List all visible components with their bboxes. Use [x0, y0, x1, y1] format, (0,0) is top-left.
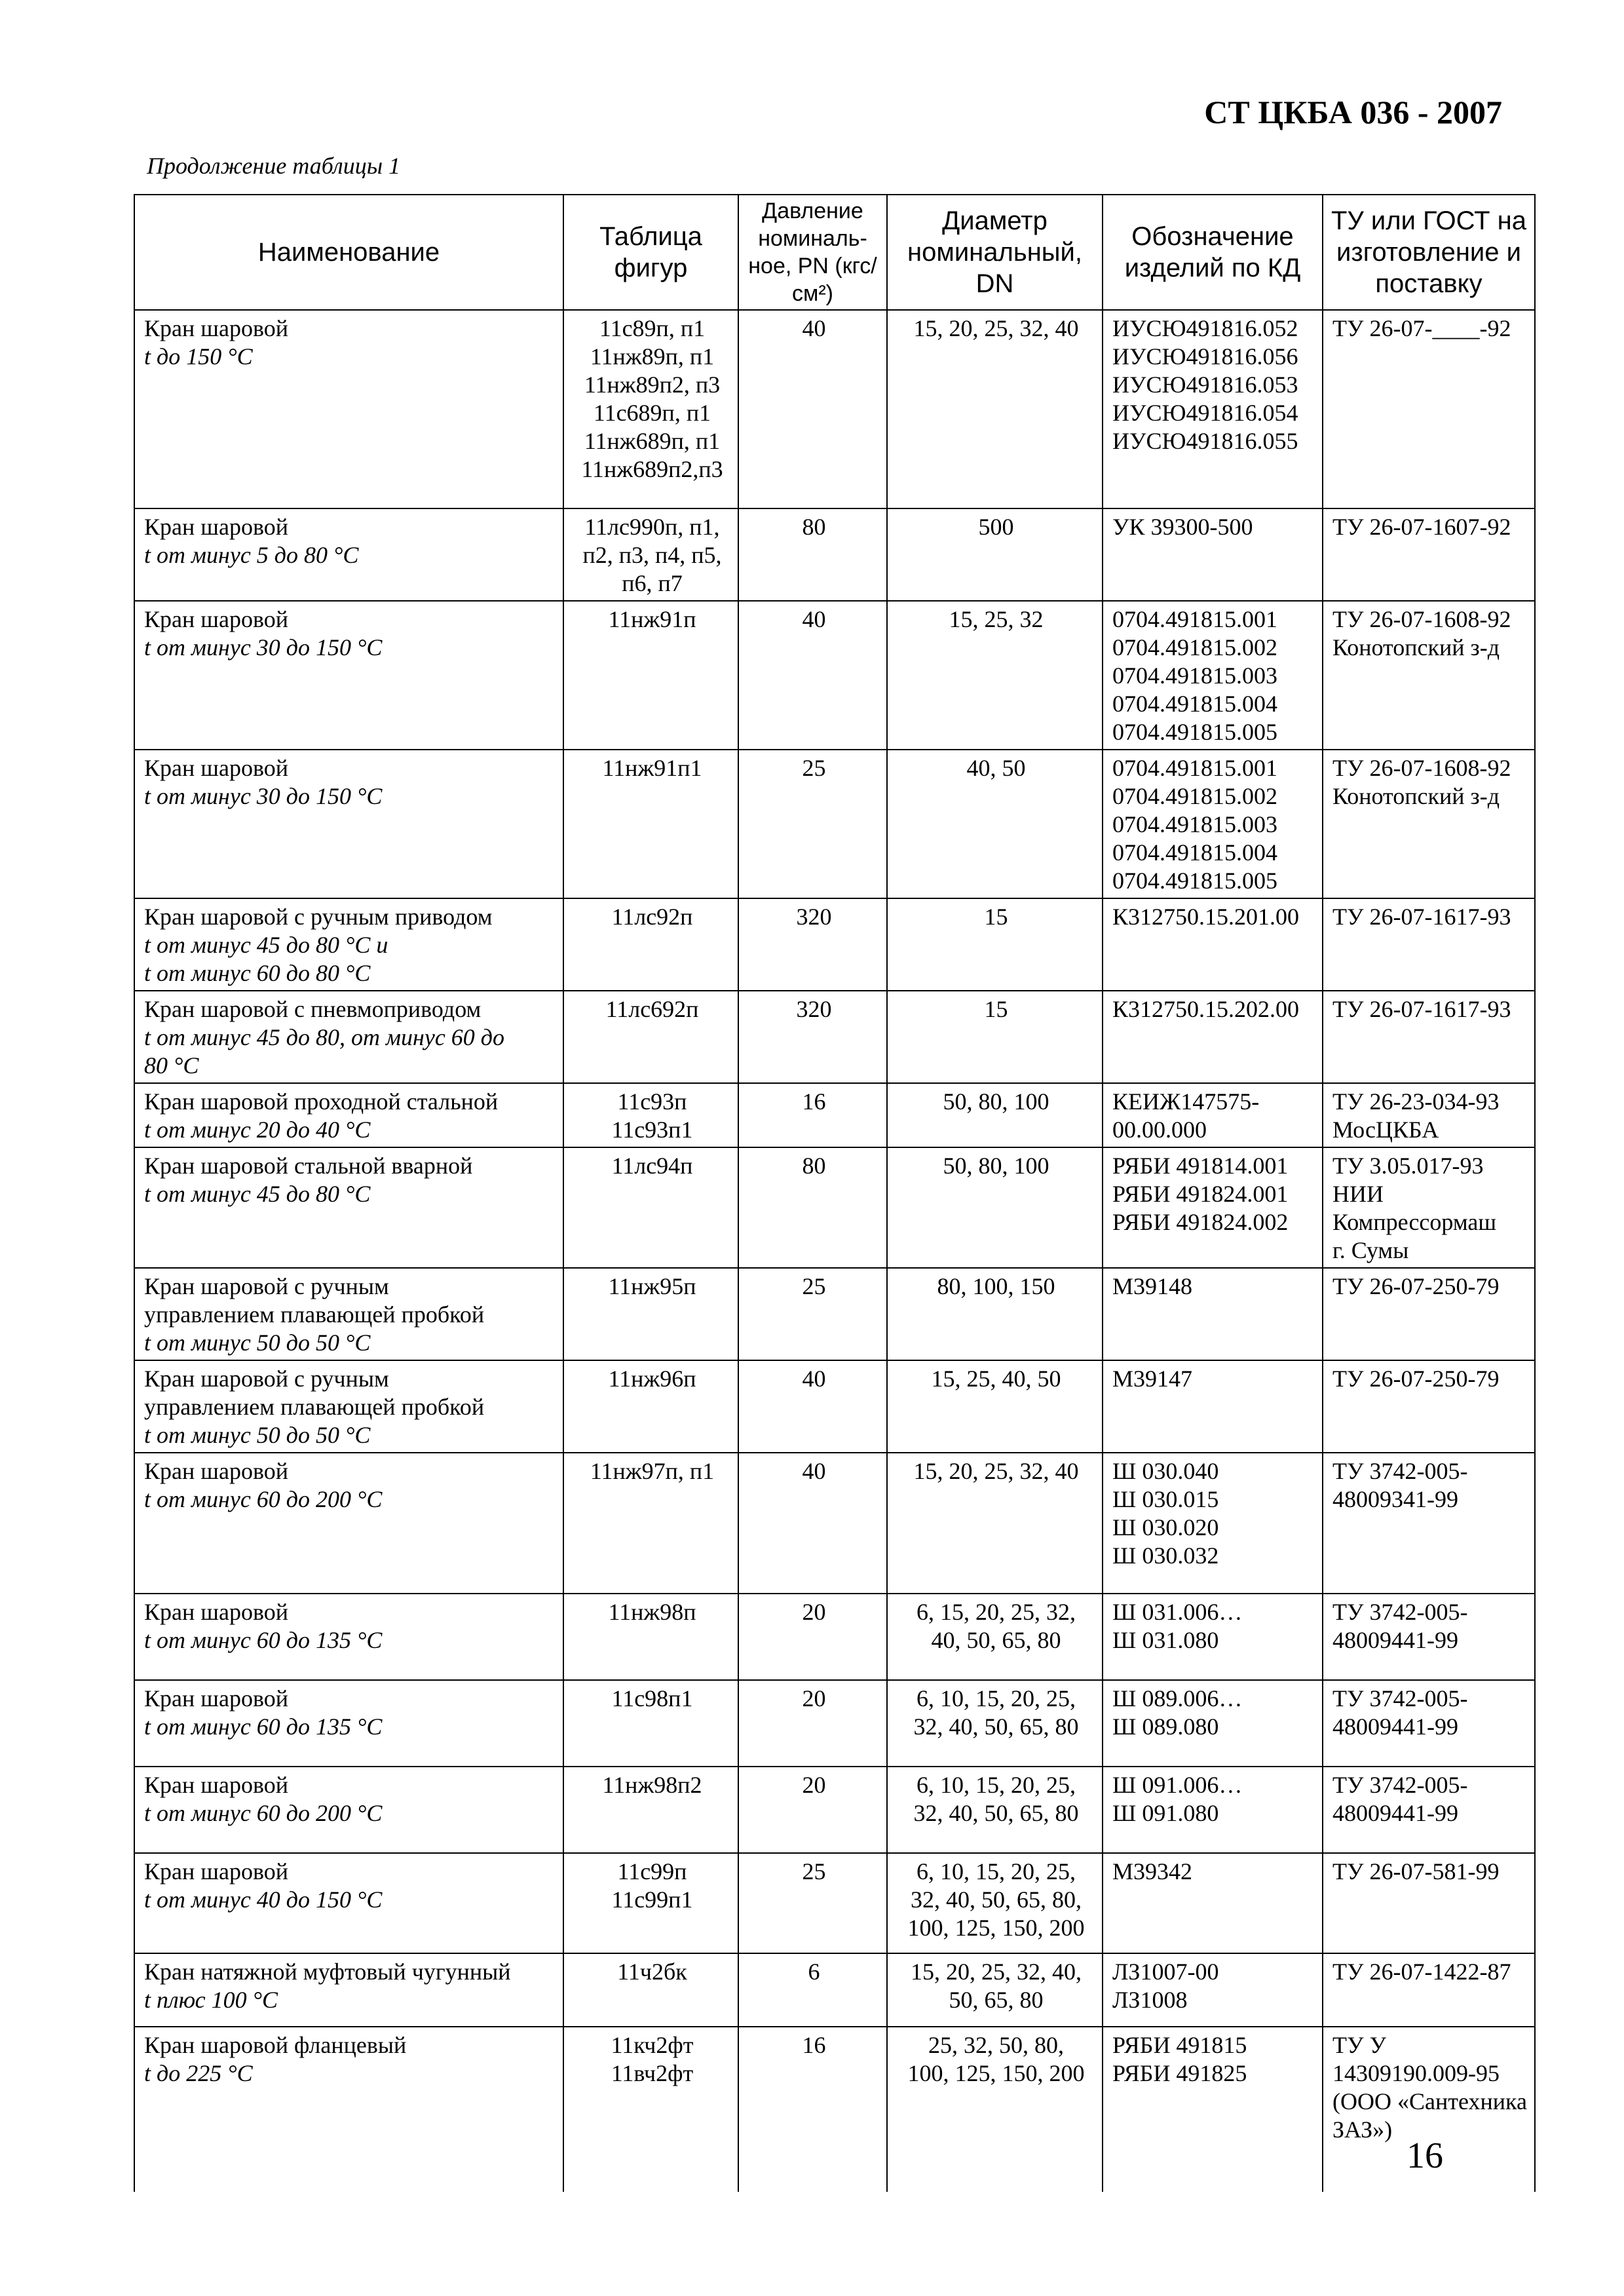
cell-pressure: 320 — [738, 898, 887, 991]
figure-line: 11нж98п — [608, 1599, 696, 1625]
valve-name-line: Кран шаровой — [144, 755, 288, 781]
designation-line: М39342 — [1112, 1858, 1193, 1885]
cell-standard — [1323, 508, 1535, 601]
table-row — [134, 508, 1535, 601]
cell-diameter — [887, 1767, 1103, 1853]
designation-line: 0704.491815.005 — [1112, 719, 1277, 745]
diameter-line: 50, 80, 100 — [943, 1153, 1049, 1179]
diameter-line: 15, 25, 40, 50 — [931, 1366, 1061, 1392]
designation-line: РЯБИ 491825 — [1112, 2060, 1247, 2086]
designation-line: М39148 — [1112, 1273, 1193, 1299]
figure-line: 11ч2бк — [617, 1959, 687, 1985]
designation-line: ИУСЮ491816.053 — [1112, 372, 1298, 398]
cell-standard — [1323, 1953, 1535, 2027]
diameter-line: 15 — [984, 904, 1008, 930]
designation-line: Ш 031.006… — [1112, 1599, 1243, 1625]
standard-line: г. Сумы — [1332, 1237, 1409, 1263]
cell-designation — [1103, 1360, 1323, 1453]
table-row — [134, 991, 1535, 1083]
designation-line: РЯБИ 491814.001 — [1112, 1153, 1289, 1179]
diameter-line: 100, 125, 150, 200 — [907, 1915, 1085, 1941]
temperature-range-line: t от минус 30 до 150 °С — [144, 783, 383, 809]
cell-figures — [563, 991, 738, 1083]
cell-standard — [1323, 1453, 1535, 1594]
cell-diameter — [887, 991, 1103, 1083]
column-header-figures: Таблица фигур — [563, 195, 738, 310]
standard-line: МосЦКБА — [1332, 1117, 1439, 1143]
diameter-line: 6, 10, 15, 20, 25, — [916, 1685, 1076, 1712]
table-header-row — [134, 195, 1535, 310]
cell-figures — [563, 2027, 738, 2192]
cell-figures — [563, 508, 738, 601]
figure-line: 11лс990п, п1, — [584, 514, 720, 540]
designation-line: Ш 031.080 — [1112, 1627, 1219, 1653]
cell-name — [134, 1953, 563, 2027]
table-row — [134, 601, 1535, 750]
figure-line: 11нж91п1 — [602, 755, 702, 781]
table-body — [134, 310, 1535, 2192]
figure-line: 11нж89п2, п3 — [584, 372, 721, 398]
figure-line: 11вч2фт — [611, 2060, 694, 2086]
cell-name — [134, 2027, 563, 2192]
valve-name-line: Кран шаровой с пневмоприводом — [144, 996, 482, 1022]
standard-line: НИИ — [1332, 1181, 1384, 1207]
standard-line: 14309190.009-95 — [1332, 2060, 1500, 2086]
table-row — [134, 1853, 1535, 1953]
diameter-line: 15 — [984, 996, 1008, 1022]
temperature-range-line: t от минус 45 до 80 °С — [144, 1181, 371, 1207]
cell-name — [134, 508, 563, 601]
cell-figures — [563, 1268, 738, 1360]
designation-line: 0704.491815.001 — [1112, 606, 1277, 632]
standard-line: 48009441-99 — [1332, 1800, 1458, 1826]
standard-line: (ООО «Сантехника — [1332, 2088, 1527, 2114]
cell-pressure: 6 — [738, 1953, 887, 2027]
figure-line: 11нж97п, п1 — [590, 1458, 715, 1484]
figure-line: 11нж91п — [608, 606, 696, 632]
diameter-line: 40, 50, 65, 80 — [931, 1627, 1061, 1653]
cell-designation — [1103, 898, 1323, 991]
cell-figures — [563, 1594, 738, 1680]
cell-designation — [1103, 1767, 1323, 1853]
cell-figures — [563, 750, 738, 898]
standard-line: ТУ 26-07-____-92 — [1332, 315, 1511, 341]
cell-name — [134, 750, 563, 898]
cell-pressure: 25 — [738, 1268, 887, 1360]
cell-designation — [1103, 1453, 1323, 1594]
valve-name-line: Кран шаровой проходной стальной — [144, 1088, 499, 1115]
cell-designation — [1103, 1147, 1323, 1268]
temperature-range-line: 80 °С — [144, 1052, 199, 1079]
cell-designation — [1103, 1953, 1323, 2027]
cell-diameter — [887, 1268, 1103, 1360]
designation-line: 0704.491815.003 — [1112, 662, 1277, 689]
cell-name — [134, 1360, 563, 1453]
cell-designation — [1103, 2027, 1323, 2192]
column-header-pressure: Давление номиналь-ное, PN (кгс/см²) — [738, 195, 887, 310]
cell-figures — [563, 1360, 738, 1453]
designation-line: Ш 091.080 — [1112, 1800, 1219, 1826]
temperature-range-line: t плюс 100 °С — [144, 1987, 278, 2013]
cell-name — [134, 991, 563, 1083]
valve-name-line: Кран шаровой — [144, 315, 288, 341]
column-header-diameter: Диаметр номинальный, DN — [887, 195, 1103, 310]
figure-line: 11с99п1 — [611, 1886, 693, 1913]
cell-name — [134, 1147, 563, 1268]
figure-line: п6, п7 — [622, 570, 683, 596]
designation-line: ЛЗ1008 — [1112, 1987, 1188, 2013]
temperature-range-line: t от минус 50 до 50 °С — [144, 1422, 371, 1448]
valve-name-line: Кран шаровой — [144, 1458, 288, 1484]
cell-name — [134, 1767, 563, 1853]
figure-line: 11лс692п — [605, 996, 699, 1022]
cell-standard — [1323, 1594, 1535, 1680]
designation-line: Ш 089.006… — [1112, 1685, 1243, 1712]
figure-line: 11с93п — [617, 1088, 687, 1115]
diameter-line: 25, 32, 50, 80, — [928, 2032, 1064, 2058]
diameter-line: 32, 40, 50, 65, 80, — [911, 1886, 1082, 1913]
column-header-standard: ТУ или ГОСТ на изготовление и поставку — [1323, 195, 1535, 310]
standard-line: ТУ 3742-005- — [1332, 1685, 1468, 1712]
cell-standard — [1323, 750, 1535, 898]
cell-name — [134, 601, 563, 750]
diameter-line: 15, 20, 25, 32, 40 — [913, 315, 1079, 341]
cell-standard — [1323, 1853, 1535, 1953]
diameter-line: 50, 80, 100 — [943, 1088, 1049, 1115]
cell-pressure: 320 — [738, 991, 887, 1083]
cell-designation — [1103, 1680, 1323, 1767]
valve-name-line: Кран шаровой с ручным — [144, 1273, 389, 1299]
figure-line: 11с93п1 — [611, 1117, 693, 1143]
cell-standard — [1323, 1767, 1535, 1853]
cell-pressure: 25 — [738, 1853, 887, 1953]
designation-line: Ш 030.040 — [1112, 1458, 1219, 1484]
diameter-line: 32, 40, 50, 65, 80 — [913, 1713, 1079, 1740]
standard-line: 48009441-99 — [1332, 1713, 1458, 1740]
temperature-range-line: t от минус 60 до 135 °С — [144, 1713, 383, 1740]
designation-line: ИУСЮ491816.052 — [1112, 315, 1298, 341]
cell-figures — [563, 1680, 738, 1767]
temperature-range-line: t до 150 °С — [144, 343, 253, 370]
cell-name — [134, 1453, 563, 1594]
standard-line: 48009341-99 — [1332, 1486, 1458, 1512]
cell-name — [134, 1083, 563, 1147]
designation-line: КЕИЖ147575- — [1112, 1088, 1260, 1115]
cell-standard — [1323, 1268, 1535, 1360]
valve-name-line: Кран натяжной муфтовый чугунный — [144, 1959, 511, 1985]
valve-name-line: Кран шаровой — [144, 1685, 288, 1712]
designation-line: 0704.491815.003 — [1112, 811, 1277, 837]
table-row — [134, 1083, 1535, 1147]
page-number: 16 — [1407, 2135, 1443, 2176]
designation-line: ИУСЮ491816.054 — [1112, 400, 1298, 426]
cell-diameter — [887, 1594, 1103, 1680]
table-row — [134, 1680, 1535, 1767]
cell-figures — [563, 1083, 738, 1147]
valve-name-line: Кран шаровой с ручным приводом — [144, 904, 493, 930]
standard-line: ТУ 26-23-034-93 — [1332, 1088, 1500, 1115]
cell-pressure: 20 — [738, 1594, 887, 1680]
temperature-range-line: t от минус 60 до 200 °С — [144, 1486, 383, 1512]
cell-designation — [1103, 750, 1323, 898]
designation-line: 0704.491815.004 — [1112, 839, 1277, 866]
diameter-line: 32, 40, 50, 65, 80 — [913, 1800, 1079, 1826]
cell-standard — [1323, 310, 1535, 508]
table-row — [134, 1268, 1535, 1360]
cell-diameter — [887, 1147, 1103, 1268]
table-row — [134, 1953, 1535, 2027]
cell-figures — [563, 1853, 738, 1953]
standard-line: ТУ 26-07-1617-93 — [1332, 904, 1511, 930]
standard-line: ТУ 26-07-250-79 — [1332, 1273, 1500, 1299]
cell-diameter — [887, 310, 1103, 508]
cell-diameter — [887, 601, 1103, 750]
figure-line: 11кч2фт — [611, 2032, 694, 2058]
cell-name — [134, 1680, 563, 1767]
cell-standard — [1323, 898, 1535, 991]
cell-designation — [1103, 1853, 1323, 1953]
designation-line: Ш 091.006… — [1112, 1772, 1243, 1798]
diameter-line: 6, 15, 20, 25, 32, — [916, 1599, 1076, 1625]
cell-designation — [1103, 310, 1323, 508]
cell-figures — [563, 898, 738, 991]
cell-standard — [1323, 1680, 1535, 1767]
cell-diameter — [887, 2027, 1103, 2192]
figure-line: 11нж689п2,п3 — [581, 456, 723, 482]
cell-name — [134, 1594, 563, 1680]
temperature-range-line: t от минус 45 до 80, от минус 60 до — [144, 1024, 505, 1050]
diameter-line: 100, 125, 150, 200 — [907, 2060, 1085, 2086]
standard-line: ТУ 26-07-1607-92 — [1332, 514, 1511, 540]
valve-name-line: управлением плавающей пробкой — [144, 1394, 485, 1420]
temperature-range-line: t от минус 50 до 50 °С — [144, 1330, 371, 1356]
designation-line: Ш 030.020 — [1112, 1514, 1219, 1540]
designation-line: 0704.491815.004 — [1112, 691, 1277, 717]
table-row — [134, 1594, 1535, 1680]
cell-diameter — [887, 1680, 1103, 1767]
figure-line: 11с99п — [617, 1858, 687, 1885]
designation-line: К312750.15.202.00 — [1112, 996, 1300, 1022]
standard-line: ТУ 26-07-1608-92 — [1332, 755, 1511, 781]
temperature-range-line: t от минус 45 до 80 °С и — [144, 932, 388, 958]
figure-line: 11нж98п2 — [602, 1772, 702, 1798]
diameter-line: 15, 20, 25, 32, 40, — [911, 1959, 1082, 1985]
standard-line: ТУ 3742-005- — [1332, 1458, 1468, 1484]
cell-figures — [563, 601, 738, 750]
figure-line: 11лс92п — [611, 904, 693, 930]
valves-table — [134, 194, 1536, 2192]
designation-line: ИУСЮ491816.055 — [1112, 428, 1298, 454]
cell-name — [134, 1853, 563, 1953]
temperature-range-line: t от минус 20 до 40 °С — [144, 1117, 371, 1143]
diameter-line: 15, 20, 25, 32, 40 — [913, 1458, 1079, 1484]
designation-line: ЛЗ1007-00 — [1112, 1959, 1219, 1985]
diameter-line: 50, 65, 80 — [949, 1987, 1044, 2013]
temperature-range-line: t до 225 °С — [144, 2060, 253, 2086]
table-row — [134, 310, 1535, 508]
cell-diameter — [887, 1360, 1103, 1453]
cell-name — [134, 898, 563, 991]
cell-pressure: 40 — [738, 601, 887, 750]
cell-diameter — [887, 1083, 1103, 1147]
standard-line: ТУ 26-07-1422-87 — [1332, 1959, 1511, 1985]
figure-line: 11нж96п — [608, 1366, 696, 1392]
cell-standard — [1323, 991, 1535, 1083]
cell-figures — [563, 1147, 738, 1268]
designation-line: РЯБИ 491824.001 — [1112, 1181, 1289, 1207]
cell-standard — [1323, 1083, 1535, 1147]
figure-line: 11с689п, п1 — [593, 400, 711, 426]
cell-designation — [1103, 508, 1323, 601]
cell-name — [134, 310, 563, 508]
valve-name-line: управлением плавающей пробкой — [144, 1301, 485, 1328]
designation-line: 0704.491815.002 — [1112, 783, 1277, 809]
temperature-range-line: t от минус 60 до 135 °С — [144, 1627, 383, 1653]
cell-standard — [1323, 1147, 1535, 1268]
table-row — [134, 1767, 1535, 1853]
designation-line: 0704.491815.005 — [1112, 868, 1277, 894]
cell-designation — [1103, 601, 1323, 750]
valve-name-line: Кран шаровой — [144, 1772, 288, 1798]
standard-line: ТУ 3742-005- — [1332, 1599, 1468, 1625]
table-row — [134, 898, 1535, 991]
temperature-range-line: t от минус 40 до 150 °С — [144, 1886, 383, 1913]
cell-pressure: 40 — [738, 310, 887, 508]
designation-line: УК 39300-500 — [1112, 514, 1253, 540]
designation-line: ИУСЮ491816.056 — [1112, 343, 1298, 370]
standard-line: Конотопский з-д — [1332, 783, 1500, 809]
figure-line: 11лс94п — [611, 1153, 693, 1179]
figure-line: 11нж689п, п1 — [584, 428, 721, 454]
document-code: СТ ЦКБА 036 - 2007 — [1204, 94, 1502, 130]
designation-line: 0704.491815.002 — [1112, 634, 1277, 660]
standard-line: ЗАЗ») — [1332, 2116, 1393, 2143]
standard-line: ТУ У — [1332, 2032, 1386, 2058]
cell-pressure: 40 — [738, 1453, 887, 1594]
cell-figures — [563, 310, 738, 508]
standard-line: ТУ 26-07-581-99 — [1332, 1858, 1500, 1885]
temperature-range-line: t от минус 60 до 200 °С — [144, 1800, 383, 1826]
table-row — [134, 2027, 1535, 2192]
cell-pressure: 20 — [738, 1680, 887, 1767]
cell-pressure: 40 — [738, 1360, 887, 1453]
diameter-line: 80, 100, 150 — [937, 1273, 1055, 1299]
diameter-line: 40, 50 — [966, 755, 1026, 781]
valve-name-line: Кран шаровой с ручным — [144, 1366, 389, 1392]
cell-figures — [563, 1453, 738, 1594]
table-row — [134, 1453, 1535, 1594]
designation-line: РЯБИ 491815 — [1112, 2032, 1247, 2058]
cell-figures — [563, 1953, 738, 2027]
designation-line: Ш 030.032 — [1112, 1542, 1219, 1569]
cell-figures — [563, 1767, 738, 1853]
table-row — [134, 1147, 1535, 1268]
standard-line: ТУ 26-07-1617-93 — [1332, 996, 1511, 1022]
figure-line: 11с98п1 — [611, 1685, 693, 1712]
cell-pressure: 80 — [738, 508, 887, 601]
designation-line: Ш 089.080 — [1112, 1713, 1219, 1740]
cell-pressure: 25 — [738, 750, 887, 898]
diameter-line: 6, 10, 15, 20, 25, — [916, 1858, 1076, 1885]
standard-line: ТУ 26-07-1608-92 — [1332, 606, 1511, 632]
temperature-range-line: t от минус 5 до 80 °С — [144, 542, 359, 568]
cell-diameter — [887, 750, 1103, 898]
cell-pressure: 16 — [738, 2027, 887, 2192]
valve-name-line: Кран шаровой — [144, 1599, 288, 1625]
cell-pressure: 20 — [738, 1767, 887, 1853]
designation-line: М39147 — [1112, 1366, 1193, 1392]
figure-line: 11нж89п, п1 — [590, 343, 715, 370]
figure-line: 11нж95п — [608, 1273, 696, 1299]
standard-line: Компрессормаш — [1332, 1209, 1497, 1235]
cell-diameter — [887, 508, 1103, 601]
valve-name-line: Кран шаровой — [144, 606, 288, 632]
diameter-line: 15, 25, 32 — [949, 606, 1044, 632]
valve-name-line: Кран шаровой — [144, 514, 288, 540]
column-header-name: Наименование — [134, 195, 563, 310]
table-row — [134, 1360, 1535, 1453]
temperature-range-line: t от минус 30 до 150 °С — [144, 634, 383, 660]
temperature-range-line: t от минус 60 до 80 °С — [144, 960, 371, 986]
cell-standard — [1323, 601, 1535, 750]
designation-line: К312750.15.201.00 — [1112, 904, 1300, 930]
diameter-line: 500 — [978, 514, 1014, 540]
standard-line: ТУ 3.05.017-93 — [1332, 1153, 1484, 1179]
designation-line: 0704.491815.001 — [1112, 755, 1277, 781]
standard-line: ТУ 3742-005- — [1332, 1772, 1468, 1798]
designation-line: Ш 030.015 — [1112, 1486, 1219, 1512]
column-header-designation: Обозначение изделий по КД — [1103, 195, 1323, 310]
cell-designation — [1103, 1083, 1323, 1147]
cell-pressure: 16 — [738, 1083, 887, 1147]
cell-designation — [1103, 991, 1323, 1083]
cell-standard — [1323, 1360, 1535, 1453]
valve-name-line: Кран шаровой стальной вварной — [144, 1153, 473, 1179]
cell-diameter — [887, 1853, 1103, 1953]
cell-name — [134, 1268, 563, 1360]
cell-diameter — [887, 1953, 1103, 2027]
table-row — [134, 750, 1535, 898]
cell-pressure: 80 — [738, 1147, 887, 1268]
diameter-line: 6, 10, 15, 20, 25, — [916, 1772, 1076, 1798]
cell-designation — [1103, 1594, 1323, 1680]
cell-diameter — [887, 898, 1103, 991]
standard-line: Конотопский з-д — [1332, 634, 1500, 660]
cell-designation — [1103, 1268, 1323, 1360]
designation-line: 00.00.000 — [1112, 1117, 1207, 1143]
cell-diameter — [887, 1453, 1103, 1594]
valve-name-line: Кран шаровой — [144, 1858, 288, 1885]
figure-line: п2, п3, п4, п5, — [582, 542, 722, 568]
table-continuation-caption: Продолжение таблицы 1 — [147, 153, 401, 179]
valve-name-line: Кран шаровой фланцевый — [144, 2032, 407, 2058]
standard-line: 48009441-99 — [1332, 1627, 1458, 1653]
standard-line: ТУ 26-07-250-79 — [1332, 1366, 1500, 1392]
designation-line: РЯБИ 491824.002 — [1112, 1209, 1289, 1235]
figure-line: 11с89п, п1 — [599, 315, 706, 341]
